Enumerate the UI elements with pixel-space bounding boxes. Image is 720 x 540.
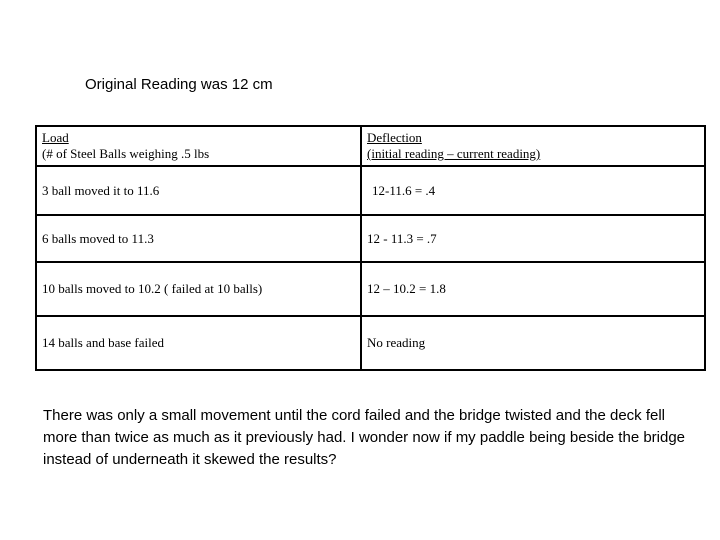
deflection-header-subtitle: (initial reading – current reading) bbox=[367, 146, 541, 161]
observation-note: There was only a small movement until the cord failed and the bridge twisted and the deck fell more than twice as much as it previously had. I wonder now if my paddle being beside the bridge instead of underneath it skewed the results? bbox=[43, 407, 686, 468]
load-cell: 6 balls moved to 11.3 bbox=[36, 215, 361, 262]
deflection-cell: 12-11.6 = .4 bbox=[361, 166, 705, 215]
page-heading: Original Reading was 12 cm bbox=[85, 76, 273, 93]
load-cell: 10 balls moved to 10.2 ( failed at 10 balls) bbox=[36, 262, 361, 316]
table-row bbox=[36, 215, 705, 262]
table-row bbox=[36, 316, 705, 370]
load-header-subtitle: (# of Steel Balls weighing .5 lbs bbox=[42, 146, 210, 161]
load-cell: 3 ball moved it to 11.6 bbox=[36, 166, 361, 215]
deflection-cell: No reading bbox=[361, 316, 705, 370]
table-row bbox=[36, 262, 705, 316]
load-header-cell bbox=[36, 126, 361, 166]
deflection-header-cell bbox=[361, 126, 705, 166]
load-cell: 14 balls and base failed bbox=[36, 316, 361, 370]
deflection-header-title: Deflection bbox=[367, 130, 422, 145]
deflection-cell: 12 – 10.2 = 1.8 bbox=[361, 262, 705, 316]
deflection-cell: 12 - 11.3 = .7 bbox=[361, 215, 705, 262]
table-row bbox=[36, 166, 705, 215]
load-header-title: Load bbox=[42, 130, 69, 145]
results-table bbox=[35, 125, 706, 371]
table-header-row bbox=[36, 126, 705, 166]
